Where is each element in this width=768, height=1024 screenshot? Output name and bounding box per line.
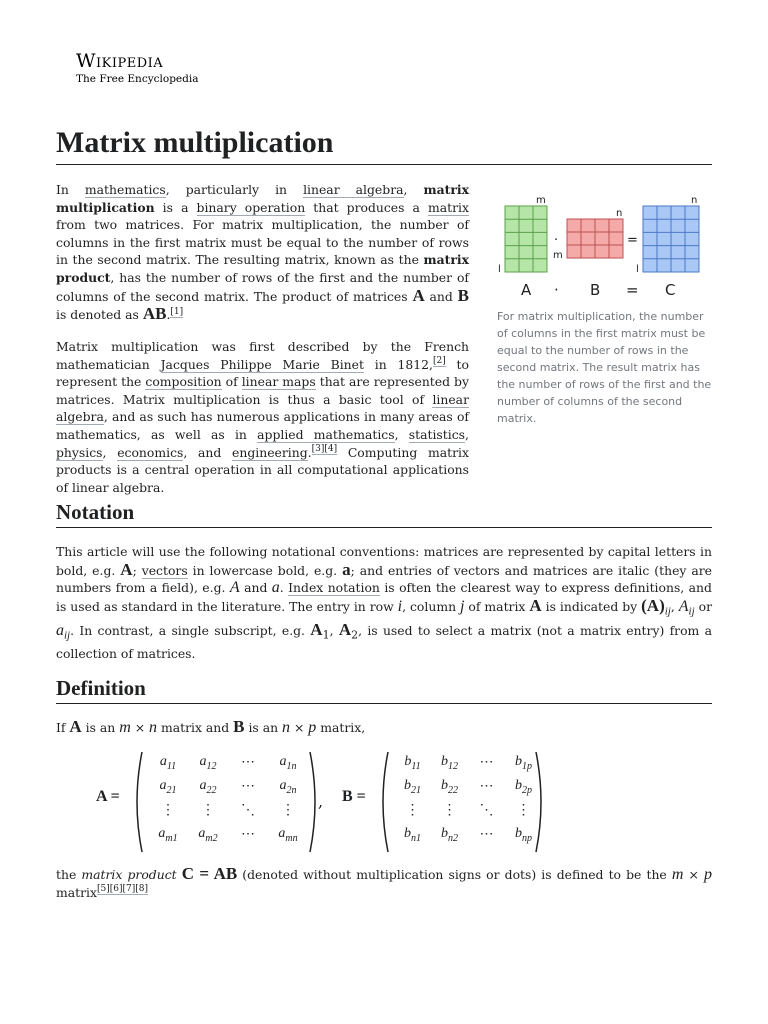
text: Matrix multiplication was first described by the French mathematician — [56, 339, 469, 372]
link-binet[interactable]: Jacques Philippe Marie Binet — [160, 356, 364, 372]
text: is a — [154, 199, 197, 215]
link-index-notation[interactable]: Index notation — [288, 580, 380, 596]
matrix-entry-subscript: 21 — [166, 784, 177, 796]
text: , has the number of rows of the first and the number of columns of the second matrix. The product of matrices — [56, 269, 469, 304]
logo-tagline: The Free Encyclopedia — [76, 73, 199, 85]
matrix-entry-subscript: mn — [285, 832, 298, 844]
matrix-entry-subscript: 22 — [448, 784, 458, 796]
link-physics[interactable]: physics — [56, 444, 103, 460]
text: is often the clearest way to express definitions, and is used as standard in the literature. The entry in row — [56, 580, 712, 614]
matrix-entry-base: b — [404, 778, 411, 793]
section-heading-notation: Notation — [56, 498, 712, 528]
definition-product-paragraph — [56, 865, 712, 901]
italic-term: matrix product — [81, 867, 177, 882]
matrix-entry-subscript: 11 — [166, 760, 177, 772]
figure-caption: For matrix multiplication, the number of columns in the first matrix must be equal to the number of rows in the second matrix. The result matrix has the number of rows of the first and the number of columns of the second matrix. — [497, 310, 712, 425]
math-symbol: AB — [213, 864, 238, 883]
text: the — [56, 867, 82, 882]
text: that produces a — [305, 199, 428, 215]
math-symbol: p — [704, 866, 712, 883]
matrix-entry: ⋯ — [241, 755, 255, 770]
matrix-entry-subscript: 11 — [411, 760, 421, 772]
text: , and as such has numerous applications in many areas of mathematics, as well as in — [56, 409, 469, 442]
text: , — [102, 444, 118, 460]
matrix-entry: ⋯ — [479, 755, 494, 770]
matrix-entry-base: a — [279, 778, 287, 793]
matrix-entry-subscript: 2n — [286, 784, 297, 796]
text: matrix, — [316, 720, 366, 735]
matrix-entry-subscript: np — [522, 832, 532, 844]
matrix-entry — [431, 778, 468, 796]
matrix-entry — [268, 754, 308, 772]
matrix-entry-subscript: n2 — [448, 832, 458, 844]
label-l-left: l — [498, 264, 501, 275]
matrix-definition-display — [92, 748, 562, 856]
text: and — [239, 580, 272, 596]
label-eq-mid: = — [627, 233, 638, 248]
matrix-entry-subscript: 21 — [411, 784, 421, 796]
text: , column — [402, 598, 461, 614]
text: matrix and — [157, 720, 234, 735]
label-dot-mid: · — [554, 233, 559, 248]
link-matrix[interactable]: matrix — [428, 199, 469, 215]
label-m-mid: m — [553, 250, 563, 261]
math-symbol: (A) — [641, 595, 665, 615]
matrix-entry-base: a — [158, 826, 166, 841]
math-subscript: ij — [688, 605, 695, 618]
math-symbol: a — [271, 579, 280, 597]
text: matrix — [56, 884, 97, 900]
matrix-entry — [394, 826, 431, 844]
matrix-entry-base: b — [404, 754, 412, 769]
bold-term: matrix multiplication — [56, 182, 469, 215]
matrix-comma: , — [318, 792, 324, 811]
math-symbol: m — [119, 719, 131, 736]
math-symbol: AB — [142, 304, 167, 324]
matrix-a-grid — [505, 206, 547, 272]
text: . In contrast, a single subscript, e.g. — [70, 622, 311, 638]
matrix-entry-subscript: 12 — [206, 760, 217, 772]
text: This article will use the following notational conventions: matrices are represented by capital letters in bold, e.g. — [56, 544, 712, 578]
math-symbol: A — [529, 595, 542, 615]
matrix-entry: ⋮ — [161, 803, 175, 818]
text: ; and entries of vectors and matrices are italic (they are numbers from a field), e.g. — [56, 562, 713, 596]
matrix-entry-subscript: 1n — [286, 760, 297, 772]
matrix-entry-subscript: 2p — [522, 784, 532, 796]
matrix-entry-subscript: 12 — [448, 760, 458, 772]
link-binary-operation[interactable]: binary operation — [196, 199, 306, 215]
figure-diagram[interactable] — [492, 186, 714, 304]
matrix-entry: ⋮ — [442, 803, 457, 818]
matrix-entry — [268, 826, 308, 844]
matrix-entry-base: b — [515, 826, 522, 841]
text: ; — [132, 562, 142, 578]
matrix-entry: ⋱ — [479, 803, 494, 818]
text: that are represented by matrices. Matrix multiplication is thus a basic tool of — [56, 374, 469, 407]
text: to represent the — [56, 356, 469, 390]
matrix-entry — [505, 754, 542, 772]
math-symbol: n — [149, 719, 158, 736]
matrix-entry-subscript: m1 — [165, 832, 178, 844]
text: or — [694, 598, 712, 614]
text: In — [56, 182, 85, 197]
label-b: B — [590, 281, 601, 299]
matrix-entry-base: a — [198, 826, 206, 841]
label-m-top: m — [536, 195, 546, 206]
matrix-entry: ⋮ — [516, 803, 531, 818]
text: Computing matrix products is a central operation in all computational applications of linear algebra. — [56, 444, 469, 495]
matrix-entry-subscript: m2 — [205, 832, 218, 844]
text: , particularly in — [165, 182, 304, 197]
math-subscript: ij — [64, 629, 71, 642]
link-linear-algebra[interactable]: linear algebra — [303, 182, 404, 197]
text: , — [394, 426, 409, 442]
wikipedia-logo[interactable] — [76, 50, 198, 85]
label-l-right: l — [636, 264, 639, 275]
text: . — [166, 307, 171, 323]
matrix-entry-subscript: 22 — [206, 784, 217, 796]
link-engineering[interactable]: engineering — [232, 444, 308, 460]
matrix-entry: ⋮ — [405, 803, 420, 818]
page-title: Matrix multiplication — [56, 124, 712, 165]
matrix-entry — [188, 778, 228, 796]
text: . — [279, 580, 289, 596]
text: , and — [183, 444, 233, 460]
citation-ref[interactable]: [5][6][7][8] — [97, 884, 148, 895]
matrix-entry — [148, 778, 188, 796]
matrix-multiplication-figure — [492, 186, 714, 427]
text: is indicated by — [541, 598, 642, 614]
matrix-entry: ⋯ — [241, 827, 255, 842]
matrix-b-label: B = — [342, 788, 366, 805]
math-symbol: a — [342, 559, 351, 579]
text: is denoted as — [56, 307, 143, 323]
math-subscript: 1 — [322, 628, 330, 642]
label-dot: · — [554, 281, 559, 299]
math-symbol: C — [181, 864, 194, 883]
math-symbol: i — [397, 597, 403, 615]
matrix-entry: ⋯ — [479, 827, 494, 842]
matrix-entry: ⋮ — [281, 803, 295, 818]
link-applied-mathematics[interactable]: applied mathematics — [257, 426, 395, 442]
text: is an — [81, 720, 120, 735]
math-symbol: A — [229, 579, 240, 597]
math-symbol: B — [233, 717, 245, 736]
section-heading-definition: Definition — [56, 674, 712, 704]
link-statistics[interactable]: statistics — [408, 426, 466, 442]
text: of matrix — [464, 598, 530, 614]
link-linear-maps[interactable]: linear maps — [241, 374, 316, 390]
math-symbol: p — [308, 719, 317, 736]
matrix-entry-base: b — [441, 778, 448, 793]
matrix-entry — [394, 778, 431, 796]
text: from two matrices. For matrix multiplication, the number of columns in the first matrix must be equal to the number of rows in the second matrix. The resulting matrix, known as the — [56, 217, 469, 268]
matrix-entry — [188, 826, 228, 844]
matrix-entry — [268, 778, 308, 796]
math-subscript: ij — [664, 605, 671, 618]
math-symbol: A — [310, 619, 323, 639]
definition-intro — [56, 718, 712, 737]
citation-ref[interactable]: [3][4] — [311, 444, 338, 455]
text: . — [307, 444, 312, 460]
matrix-entry — [148, 826, 188, 844]
math-operator: = — [194, 864, 214, 883]
label-eq: = — [626, 281, 639, 299]
matrix-b-entries — [394, 754, 542, 850]
citation-ref[interactable]: [1] — [170, 307, 184, 318]
math-symbol: n — [282, 719, 291, 736]
link-vectors[interactable]: vectors — [141, 562, 188, 578]
matrix-b-grid — [567, 219, 623, 258]
logo-wordmark: Wikipedia — [76, 50, 164, 72]
matrix-entry-base: b — [404, 826, 411, 841]
text: , — [329, 622, 339, 638]
text: in 1812, — [363, 356, 433, 372]
math-subscript: 2 — [351, 628, 359, 642]
text: , — [670, 598, 679, 614]
label-a: A — [521, 281, 532, 299]
label-n-mid: n — [616, 208, 623, 219]
notation-paragraph — [56, 543, 712, 663]
math-operator: × — [290, 720, 309, 735]
matrix-entry — [505, 826, 542, 844]
link-composition[interactable]: composition — [145, 374, 222, 390]
matrix-a-label: A = — [96, 788, 120, 805]
math-operator: × — [683, 867, 704, 882]
math-symbol: j — [460, 597, 465, 615]
math-symbol: A — [338, 619, 352, 639]
matrix-entry-base: b — [515, 778, 522, 793]
text: , is used to select a matrix (not a matrix entry) from a collection of matrices. — [56, 622, 712, 661]
link-economics[interactable]: economics — [117, 444, 184, 460]
math-symbol: A — [120, 559, 133, 579]
math-symbol: B — [457, 285, 469, 305]
matrix-entry: ⋯ — [241, 779, 255, 794]
matrix-entry — [431, 754, 468, 772]
matrix-entry — [431, 826, 468, 844]
link-mathematics[interactable]: mathematics — [84, 182, 166, 197]
matrix-entry: ⋱ — [241, 803, 255, 818]
matrix-c-grid — [643, 206, 699, 272]
text: is an — [244, 720, 283, 735]
math-symbol: a — [56, 621, 64, 639]
matrix-entry-base: b — [441, 754, 448, 769]
matrix-entry-base: b — [441, 826, 448, 841]
matrix-entry-base: a — [278, 826, 286, 841]
text: of — [221, 374, 242, 390]
text: and — [424, 288, 458, 304]
matrix-entry-base: a — [159, 754, 167, 769]
matrix-entry-base: b — [515, 754, 522, 769]
bold-term: matrix product — [56, 252, 469, 285]
matrix-entry: ⋮ — [201, 803, 215, 818]
matrix-entry-subscript: n1 — [411, 832, 421, 844]
link-linear-algebra[interactable]: linear algebra — [56, 391, 469, 425]
matrix-entry — [188, 754, 228, 772]
math-symbol: A — [69, 717, 82, 736]
intro-paragraph-2 — [56, 338, 469, 496]
math-symbol: m — [671, 866, 684, 883]
citation-ref[interactable]: [2] — [433, 356, 446, 367]
intro-paragraph-1 — [56, 181, 469, 324]
label-n-right: n — [691, 195, 698, 206]
matrix-a-entries — [148, 754, 308, 850]
matrix-entry — [505, 778, 542, 796]
matrix-entry-base: a — [199, 778, 207, 793]
matrix-entry — [394, 754, 431, 772]
text: , — [403, 182, 424, 197]
matrix-entry — [148, 754, 188, 772]
text: , — [465, 426, 469, 442]
math-symbol: A — [678, 597, 689, 615]
label-c: C — [665, 281, 676, 299]
matrix-entry-base: a — [279, 754, 287, 769]
matrix-entry: ⋯ — [479, 779, 494, 794]
matrix-entry-base: a — [199, 754, 207, 769]
math-operator: × — [130, 720, 150, 735]
matrix-entry-subscript: 1p — [522, 760, 532, 772]
text: in lowercase bold, e.g. — [187, 562, 343, 578]
math-symbol: A — [412, 285, 425, 305]
matrix-entry-base: a — [159, 778, 167, 793]
text: If — [56, 720, 70, 735]
text: (denoted without multiplication signs or dots) is defined to be the — [237, 867, 672, 882]
